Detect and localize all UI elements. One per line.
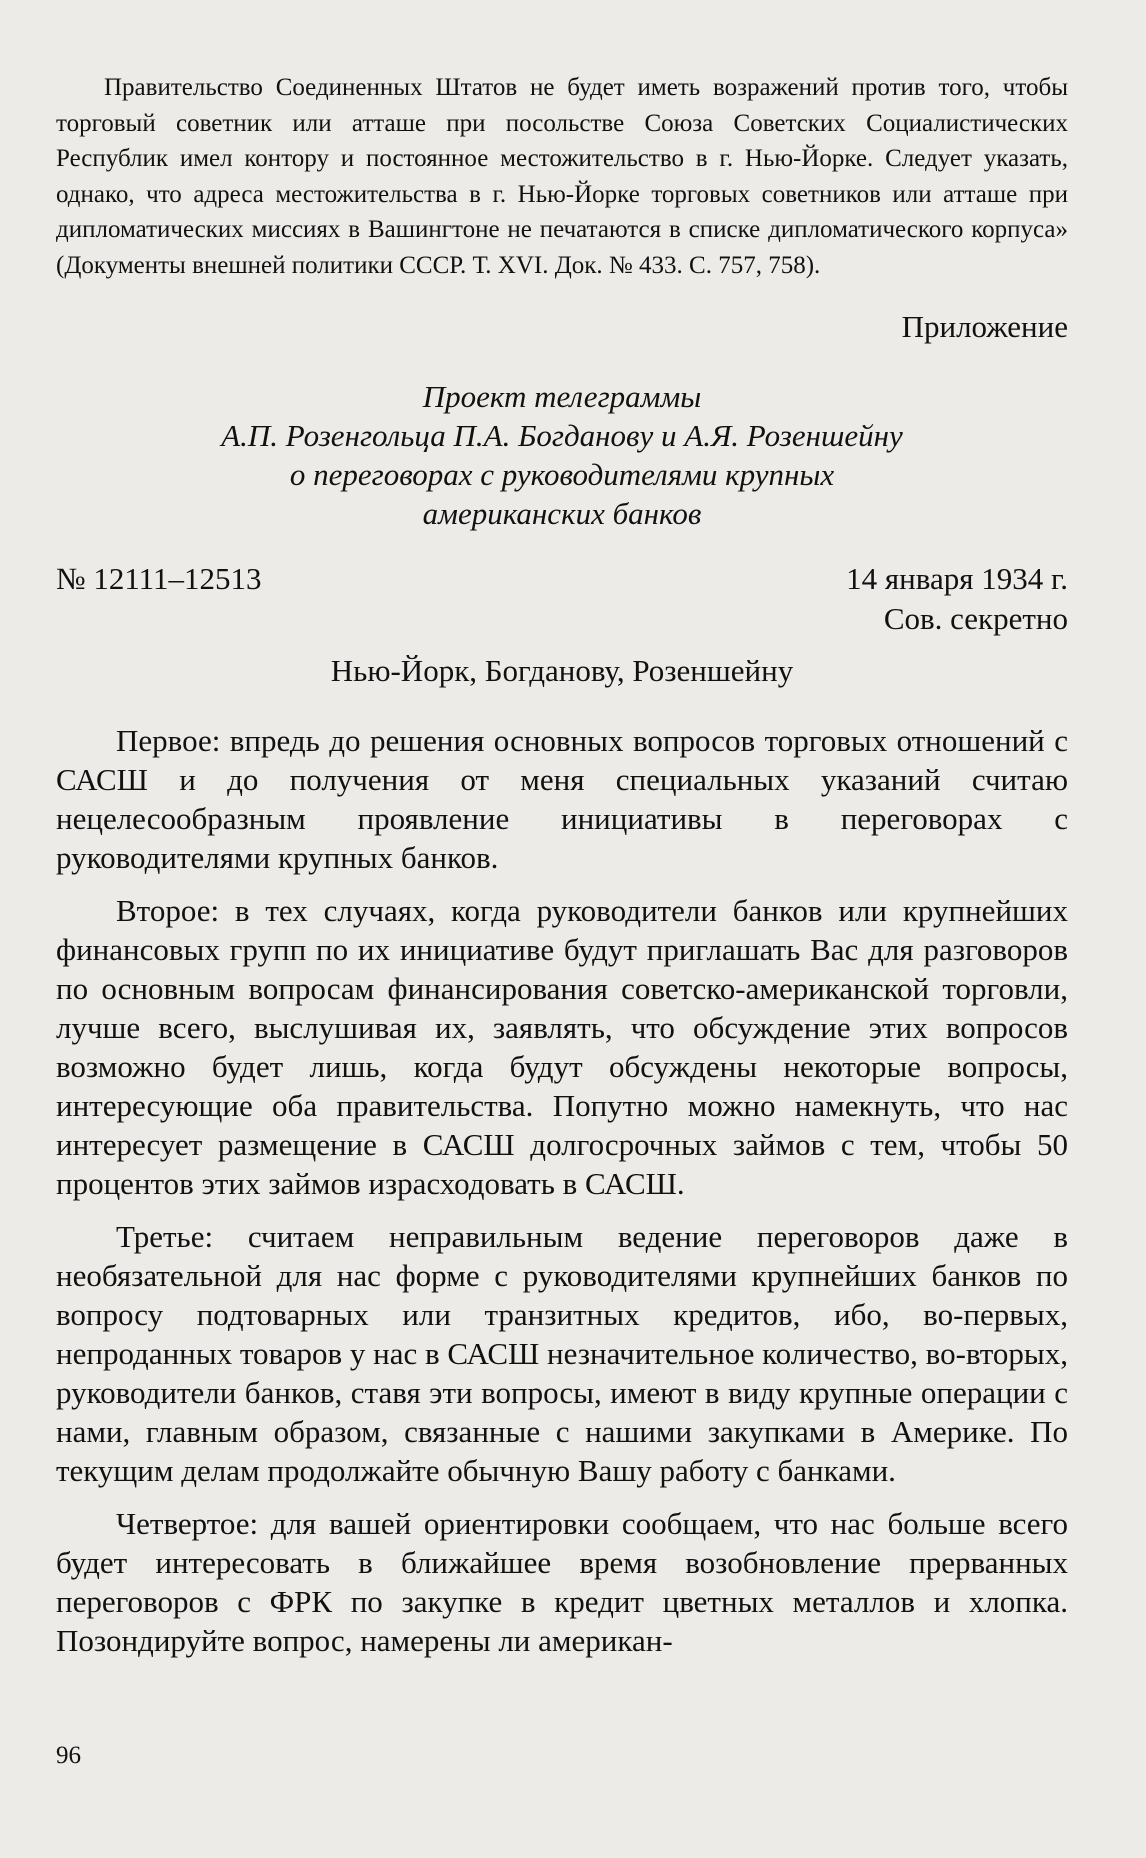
body-paragraph: Второе: в тех случаях, когда руководители банков или крупнейших финансовых групп по их инициативе будут приглашать Вас для разговоров по основным вопросам финансирования советско-американской торговли, лучше всего, выслушивая их, заявлять, что обсуждение этих вопросов возможно будет лишь, когда будут обсуждены некоторые вопросы, интересующие оба правительства. Попутно можно намекнуть, что нас интересует размещение в САСШ долгосрочных займов с тем, чтобы 50 процентов этих займов израсходовать в САСШ. xyxy=(56,893,1068,1201)
appendix-label: Приложение xyxy=(901,309,1068,344)
page-number: 96 xyxy=(56,1742,81,1769)
intro-section xyxy=(56,70,1068,283)
addressee: Нью-Йорк, Богданову, Розеншейну xyxy=(330,653,794,688)
document-number: № 12111–12513 xyxy=(56,561,262,596)
body-paragraph: Первое: впредь до решения основных вопросов торговых отношений с САСШ и до получения от меня специальных указаний считаю нецелесообразным проявление инициативы в переговорах с руководителями крупных банков. xyxy=(56,723,1068,875)
classification-stamp: Сов. секретно xyxy=(883,601,1068,636)
document-date: 14 января 1934 г. xyxy=(846,561,1068,596)
body-paragraph: Четвертое: для вашей ориентировки сообщаем, что нас больше всего будет интересовать в ближайшее время возобновление прерванных переговоров с ФРК по закупке в кредит цветных металлов и хлопка. Позондируйте вопрос, намерены ли американ- xyxy=(56,1506,1068,1658)
intro-paragraph: Правительство Соединенных Штатов не будет иметь возражений против того, чтобы торговый советник или атташе при посольстве Союза Советских Социалистических Республик имел контору и постоянное местожительство в г. Нью-Йорке. Следует указать, однако, что адреса местожительства в г. Нью-Йорке торговых советников или атташе при дипломатических миссиях в Вашингтоне не печатаются в списке дипломатического корпуса» (Документы внешней политики СССР. Т. XVI. Док. № 433. С. 757, 758). xyxy=(56,74,1068,279)
title-line: о переговорах с руководителями крупных xyxy=(289,457,835,492)
page-content xyxy=(56,70,1068,1660)
document-title xyxy=(56,377,1068,533)
title-line: Проект телеграммы xyxy=(422,379,702,414)
title-line: американских банков xyxy=(422,496,702,531)
title-line: А.П. Розенгольца П.А. Богданову и А.Я. Розеншейну xyxy=(221,418,903,453)
document-meta-row xyxy=(56,559,1068,599)
body-paragraph: Третье: считаем неправильным ведение переговоров даже в необязательной для нас форме с руководителями крупнейших банков по вопросу подтоварных или транзитных кредитов, ибо, во-первых, непроданных товаров у нас в САСШ незначительное количество, во-вторых, руководители банков, ставя эти вопросы, имеют в виду крупные операции с нами, главным образом, связанные с нашими закупками в Америке. По текущим делам продолжайте обычную Вашу работу с банками. xyxy=(56,1219,1068,1488)
telegram-body xyxy=(56,721,1068,1660)
